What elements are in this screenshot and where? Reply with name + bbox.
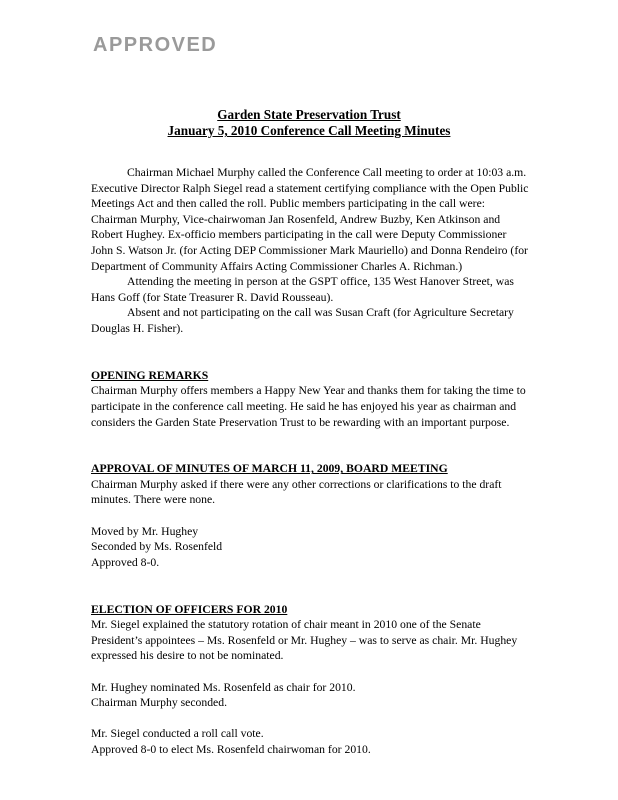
minutes-approved: Approved 8-0. — [91, 555, 160, 569]
election-seconded: Chairman Murphy seconded. — [91, 696, 227, 710]
election-approved: Approved 8-0 to elect Ms. Rosenfeld chairwoman for 2010. — [91, 742, 371, 756]
minutes-moved: Moved by Mr. Hughey — [91, 524, 199, 538]
document-subtitle: January 5, 2010 Conference Call Meeting Minutes — [167, 123, 451, 138]
election-roll-call: Mr. Siegel conducted a roll call vote. — [91, 727, 264, 741]
election-nomination: Mr. Hughey nominated Ms. Rosenfeld as chair for 2010. — [91, 680, 356, 694]
intro-paragraph: Chairman Michael Murphy called the Conference Call meeting to order at 10:03 a.m. Executive Director Ralph Siegel read a statement certifying compliance with the Open Public Meetings Act and then called the roll. Public members participating in the call were: Chairman Murphy, Vice-chairwoman Jan Rosenfeld, Andrew Buzby, Ken Atkinson and Robert Hughey. Ex-officio members participating in the call were Deputy Commissioner John S. Watson Jr. (for Acting DEP Commissioner Mark Mauriello) and Donna Rendeiro (for Department of Community Affairs Acting Commissioner Charles A. Richman.) — [91, 166, 529, 273]
minutes-seconded: Seconded by Ms. Rosenfeld — [91, 540, 223, 554]
minutes-body — [91, 165, 531, 758]
approved-stamp: APPROVED — [93, 34, 218, 56]
document-title: Garden State Preservation Trust — [217, 107, 401, 122]
minutes-approval-heading: APPROVAL OF MINUTES OF MARCH 11, 2009, BOARD MEETING — [91, 462, 448, 476]
minutes-approval-text: Chairman Murphy asked if there were any other corrections or clarifications to the draft minutes. There were none. — [91, 477, 502, 507]
election-text: Mr. Siegel explained the statutory rotation of chair meant in 2010 one of the Senate President’s appointees – Ms. Rosenfeld or Mr. Hughey – was to serve as chair. Mr. Hughey expressed his desire to not be nominated. — [91, 618, 518, 663]
attendance-paragraph: Attending the meeting in person at the GSPT office, 135 West Hanover Street, was Hans Goff (for State Treasurer R. David Rousseau). — [91, 275, 514, 304]
opening-remarks-heading: OPENING REMARKS — [91, 368, 209, 382]
election-heading: ELECTION OF OFFICERS FOR 2010 — [91, 602, 288, 616]
opening-remarks-text: Chairman Murphy offers members a Happy New Year and thanks them for taking the time to participate in the conference call meeting. He said he has enjoyed his year as chairman and considers the Garden State Preservation Trust to be rewarding with an important purpose. — [91, 384, 526, 429]
absence-paragraph: Absent and not participating on the call was Susan Craft (for Agriculture Secretary Douglas H. Fisher). — [91, 306, 514, 335]
